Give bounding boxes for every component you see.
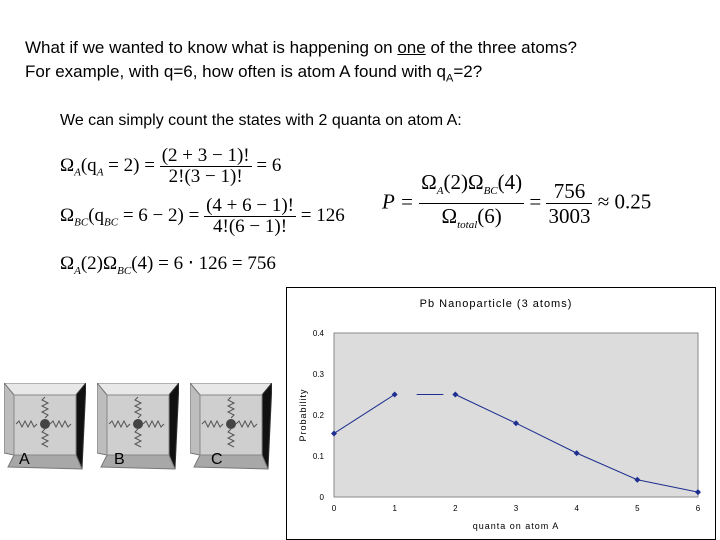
title-line-1: What if we wanted to know what is happening on one of the three atoms? — [25, 38, 577, 57]
fraction: $\frac{(2 + 3 - 1)!}{2!(3 - 1)!}$ — [161, 145, 250, 187]
emphasis-one: one — [397, 38, 426, 57]
atom-box-b — [97, 383, 179, 473]
equation-omega-a: $\Omega_A(q_A = 2)$ = $\frac{(2 + 3 - 1)!}{2!(3 - 1)!}$ = 6 — [60, 145, 282, 187]
atom-label-b: B — [114, 451, 125, 468]
fraction: $\frac{756}{3003}$ — [548, 179, 591, 229]
y-tick-label: 0.4 — [312, 329, 324, 338]
atom-label-a: A — [19, 451, 30, 468]
chart-title: Pb Nanoparticle (3 atoms) — [419, 298, 573, 310]
x-tick-label: 1 — [392, 504, 397, 513]
x-tick-label: 2 — [453, 504, 458, 513]
fraction: $\frac{\Omega_A(2)\Omega_{BC}(4)}{\Omega_{total}(6)}$ — [421, 170, 523, 232]
x-tick-label: 4 — [574, 504, 579, 513]
x-tick-label: 3 — [513, 504, 519, 513]
slide-subtitle: We can simply count the states with 2 quanta on atom A: — [60, 112, 462, 129]
probability-chart — [286, 287, 716, 540]
title-line-2: For example, with q=6, how often is atom A found with $q_A=2$? — [25, 62, 483, 85]
x-tick-label: 5 — [635, 504, 640, 513]
equation-product: $\Omega_A(2)\Omega_{BC}(4) = 6 \cdot 126 = 756$ — [60, 253, 276, 277]
fraction: $\frac{(4 + 6 - 1)!}{4!(6 - 1)!}$ — [206, 195, 294, 237]
atom-icon — [133, 419, 143, 429]
equation-probability: P = $\frac{\Omega_A(2)\Omega_{BC}(4)}{\Omega_{total}(6)}$ = $\frac{756}{3003}$ ≈ 0.25 — [382, 170, 651, 237]
x-tick-label: 6 — [695, 504, 701, 513]
atom-label-c: C — [211, 451, 223, 468]
atom-icon — [40, 419, 50, 429]
x-axis-label: quanta on atom A — [472, 521, 560, 531]
y-tick-label: 0.2 — [312, 411, 324, 420]
y-axis-label: Probability — [298, 388, 308, 442]
slide-title — [25, 36, 577, 90]
y-tick-label: 0.3 — [312, 370, 324, 379]
atom-box-a — [4, 383, 86, 473]
equation-omega-bc: $\Omega_{BC}(q_{BC} = 6 - 2)$ = $\frac{(4 + 6 - 1)!}{4!(6 - 1)!}$ = 126 — [60, 195, 345, 237]
atom-box-c — [190, 383, 272, 473]
x-tick-label: 0 — [331, 504, 337, 513]
atom-icon — [226, 419, 236, 429]
plot-area — [334, 333, 698, 497]
y-tick-label: 0.1 — [312, 452, 324, 461]
y-tick-label: 0 — [319, 493, 324, 502]
